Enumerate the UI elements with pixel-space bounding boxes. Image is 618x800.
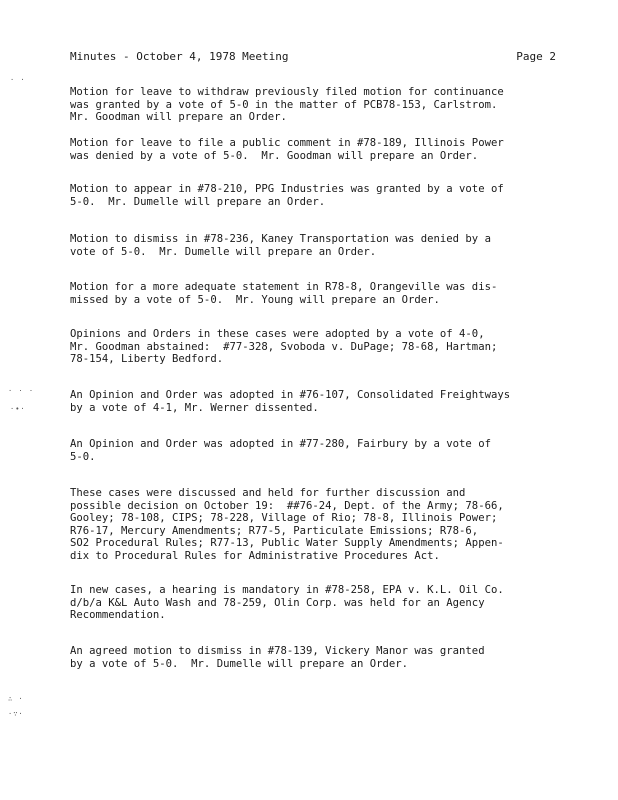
scan-speck-mark: . . .: [8, 385, 35, 393]
scan-speck-mark: ·•·: [10, 405, 26, 413]
paragraph-opinions-adopted: Opinions and Orders in these cases were adopted by a vote of 4-0, Mr. Goodman abstained: #77-328, Svoboda v. DuPage; 78-68, Hartman; 78-154, Liberty Bedford.: [70, 328, 498, 366]
scan-speck-mark: ·∵·: [8, 710, 24, 718]
paragraph-consolidated-freightways: An Opinion and Order was adopted in #76-107, Consolidated Freightways by a vote of 4-1, Mr. Werner dissented.: [70, 389, 511, 414]
page-number: Page 2: [516, 50, 556, 63]
paragraph-new-cases: In new cases, a hearing is mandatory in #78-258, EPA v. K.L. Oil Co. d/b/a K&L Auto Wash and 78-259, Olin Corp. was held for an Agency Recommendation.: [70, 584, 504, 622]
paragraph-orangeville: Motion for a more adequate statement in R78-8, Orangeville was dis- missed by a vote of 5-0. Mr. Young will prepare an Order.: [70, 281, 498, 306]
paragraph-fairbury: An Opinion and Order was adopted in #77-280, Fairbury by a vote of 5-0.: [70, 438, 491, 463]
paragraph-ppg-industries: Motion to appear in #78-210, PPG Industries was granted by a vote of 5-0. Mr. Dumelle will prepare an Order.: [70, 183, 504, 208]
paragraph-vickery-manor: An agreed motion to dismiss in #78-139, Vickery Manor was granted by a vote of 5-0. Mr. Dumelle will prepare an Order.: [70, 645, 485, 670]
paragraph-held-cases: These cases were discussed and held for further discussion and possible decision on October 19: ##76-24, Dept. of the Army; 78-66, Gooley; 78-108, CIPS; 78-228, Village of Rio; 78-8, Illinois Power; R76-17, Mercury Amendments; R77-5, Particulate Emissions; R78-6, SO2 Procedural Rules; R77-13, Public Water Supply Amendments; Appen- dix to Procedural Rules for Administrative Procedures Act.: [70, 487, 504, 562]
scan-speck-mark: ∴ ·: [8, 695, 24, 703]
paragraph-kaney-transportation: Motion to dismiss in #78-236, Kaney Transportation was denied by a vote of 5-0. Mr. Dumelle will prepare an Order.: [70, 233, 491, 258]
minutes-title: Minutes - October 4, 1978 Meeting: [70, 50, 289, 63]
paragraph-illinois-power: Motion for leave to file a public comment in #78-189, Illinois Power was denied by a vote of 5-0. Mr. Goodman will prepare an Order.: [70, 137, 504, 162]
paragraph-carlstrom: Motion for leave to withdraw previously filed motion for continuance was granted by a vote of 5-0 in the matter of PCB78-153, Carlstrom. Mr. Goodman will prepare an Order.: [70, 86, 504, 124]
scan-speck-mark: · ·: [10, 76, 26, 84]
